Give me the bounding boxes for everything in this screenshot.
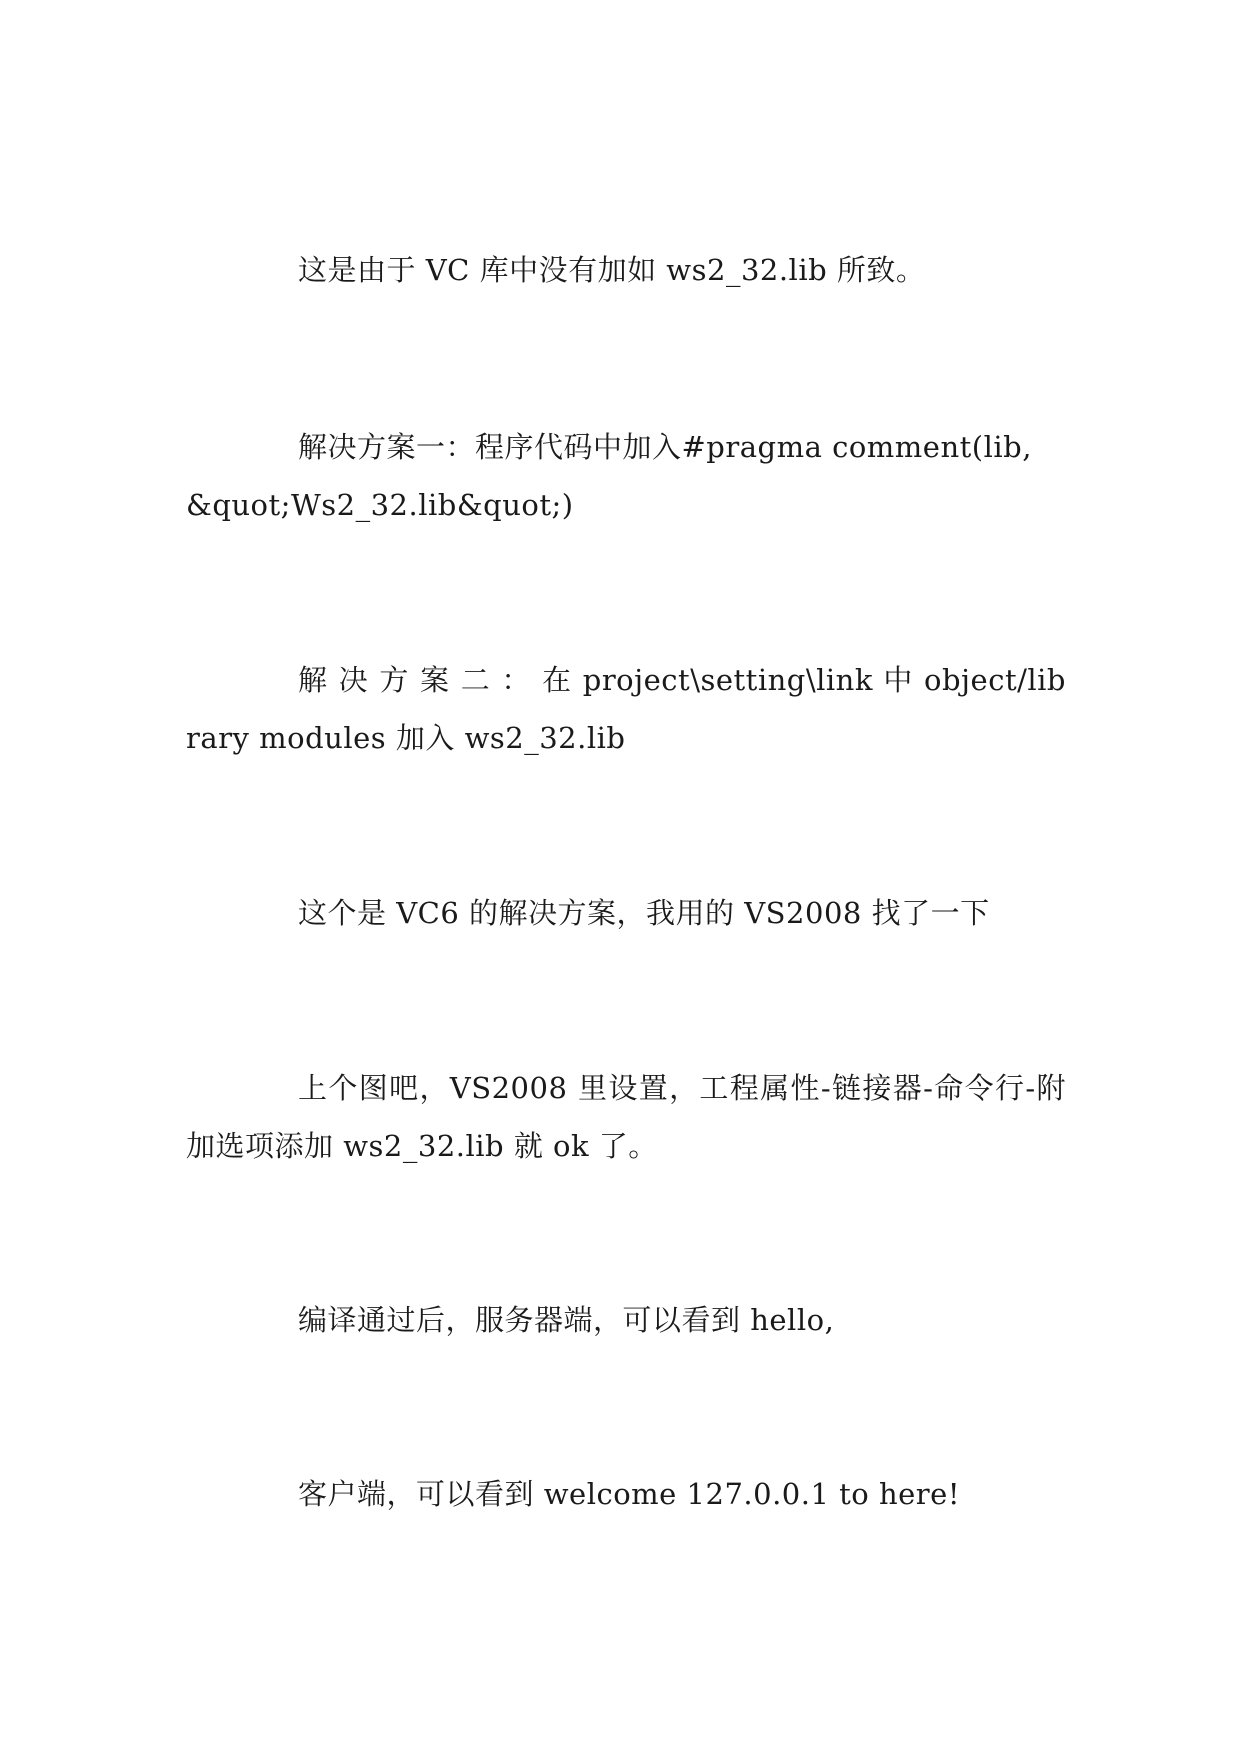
paragraph-solution-two: 解 决 方 案 二 ： 在 project\setting\link 中 object/library modules 加入 ws2_32.lib [186, 663, 1066, 755]
paragraph-lib-missing: 这是由于 VC 库中没有加如 ws2_32.lib 所致。 [298, 253, 926, 287]
paragraph-solution-one: 解决方案一：程序代码中加入#pragma comment(lib, &quot;Ws2_32.lib&quot;) [186, 430, 1032, 522]
paragraph-vc6-note: 这个是 VC6 的解决方案，我用的 VS2008 找了一下 [298, 896, 990, 930]
paragraph-server-output: 编译通过后，服务器端，可以看到 hello, [298, 1303, 835, 1337]
paragraph-vs2008-settings: 上个图吧，VS2008 里设置，工程属性-链接器-命令行-附加选项添加 ws2_32.lib 就 ok 了。 [186, 1071, 1066, 1163]
paragraph-client-output: 客户端，可以看到 welcome 127.0.0.1 to here! [298, 1477, 960, 1511]
